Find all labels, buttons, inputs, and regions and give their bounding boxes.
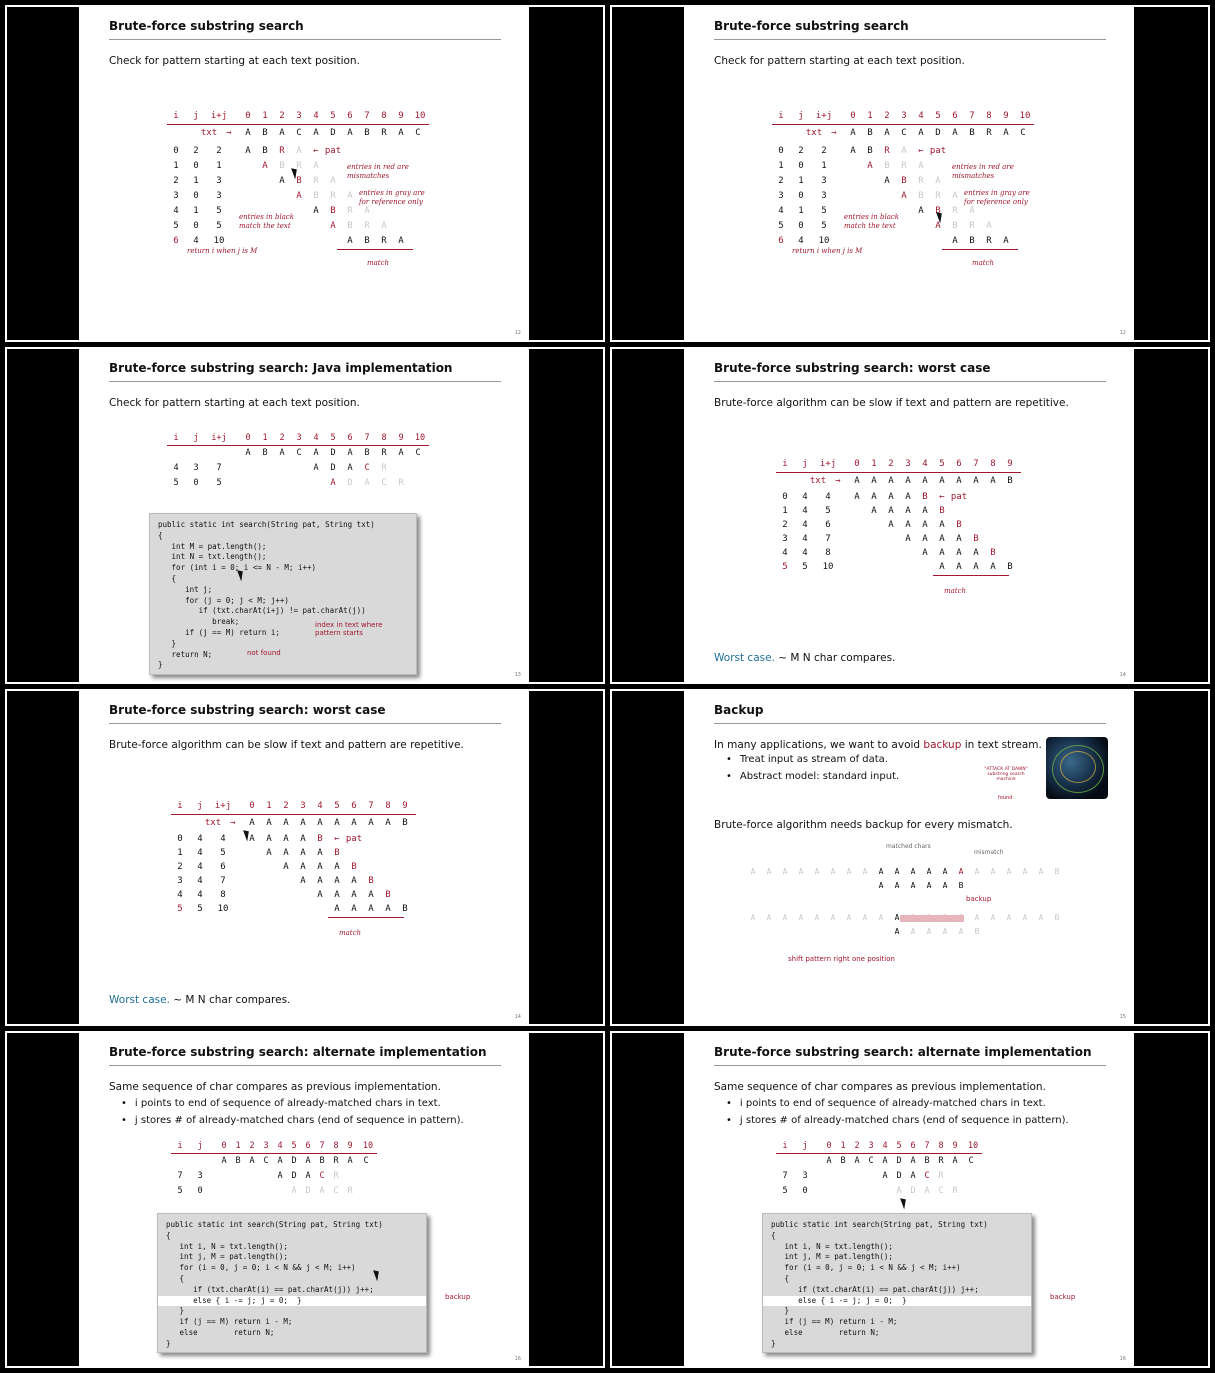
code-block: public static int search(String pat, String txt) { int i, N = txt.length(); int j, M = pat.length(); for (i = 0, j = 0; i < N && j < M; i++) { if (txt.charAt(i) == pat.charAt(j)) j++; else { i -= j; j = 0; } } if (j == M) return i - M; else return N; } <box>762 1213 1032 1353</box>
globe-image <box>1046 737 1108 799</box>
page-number: 16 <box>514 1356 521 1362</box>
page-number: 13 <box>514 672 521 678</box>
slide-lead: Same sequence of char compares as previous implementation. <box>714 1081 1046 1093</box>
worst-case-line: Worst case. ~ M N char compares. <box>714 652 896 664</box>
code-block: public static int search(String pat, String txt) { int M = pat.length(); int N = txt.length(); for (int i = 0; i <= N - M; i++) { int j; for (j = 0; j < M; j++) if (txt.charAt(i+j) != pat.charAt(j)) break; if (j == M) return i; } return N; } <box>149 513 417 675</box>
slide-lead: In many applications, we want to avoid backup in text stream. <box>714 739 1042 751</box>
backup-highlight <box>900 915 964 922</box>
note-match: match <box>972 259 995 267</box>
slide-canvas <box>684 7 1134 340</box>
thumbnail-slide-12b[interactable] <box>610 5 1210 342</box>
backup-diagram: A A A A A A A A A A A A A A A A A A A B A A A A A B A A A A A A A A A A A A A A A B A A A A A B <box>750 867 1060 936</box>
thumbnail-slide-14a[interactable] <box>610 347 1210 684</box>
slide-title: Brute-force substring search <box>714 19 909 33</box>
thumbnail-slide-12a[interactable] <box>5 5 605 342</box>
trace-table: i j i+j 0 1 2 3 4 5 6 7 8 9 txt → A A A A A A A A A B 0 4 4 A A A A B ← pat 1 4 5 A A A A B 2 4 6 A A A A B 3 4 7 A A A A B 4 4 8 A A A A B 5 5 10 A A A A B <box>776 459 1106 609</box>
page-number: 14 <box>514 1014 521 1020</box>
shift-label: shift pattern right one position <box>788 955 895 963</box>
title-divider <box>714 39 1106 40</box>
header-row: i j i+j 0 1 2 3 4 5 6 7 8 9 10 <box>173 111 426 121</box>
mismatch-label: mismatch <box>974 849 1004 856</box>
matched-chars-label: matched chars <box>886 843 931 850</box>
slide-canvas <box>79 1033 529 1366</box>
title-divider <box>714 1065 1106 1066</box>
slide-title: Brute-force substring search: worst case <box>109 703 386 717</box>
title-divider <box>109 723 501 724</box>
slide-title: Brute-force substring search: Java implementation <box>109 361 453 375</box>
note-return: return i when j is M <box>792 247 863 255</box>
backup-label: backup <box>966 895 992 903</box>
slide-canvas <box>684 1033 1134 1366</box>
slide-title: Brute-force substring search: alternate implementation <box>714 1045 1092 1059</box>
note-index: index in text where pattern starts <box>315 621 383 637</box>
page-number: 12 <box>1119 330 1126 336</box>
code-block: public static int search(String pat, String txt) { int i, N = txt.length(); int j, M = pat.length(); for (i = 0, j = 0; i < N && j < M; i++) { if (txt.charAt(i) == pat.charAt(j)) j++; else { i -= j; j = 0; } } if (j == M) return i - M; else return N; } <box>157 1213 427 1353</box>
trace-table: i j i+j 0 1 2 3 4 5 6 7 8 9 txt → A A A A A A A A A B 0 4 4 A A A A B ← pat 1 4 5 A A A A B 2 4 6 A A A A B 3 4 7 A A A A B 4 4 8 A A A A B 5 5 10 A A A A B <box>171 801 501 951</box>
slide-canvas <box>79 7 529 340</box>
slide-lead: Check for pattern starting at each text position. <box>109 55 360 67</box>
bullet-list: • Treat input as stream of data. • Abstract model: standard input. <box>726 751 899 785</box>
slide-title: Brute-force substring search <box>109 19 304 33</box>
page-number: 12 <box>514 330 521 336</box>
thumbnail-slide-16a[interactable] <box>5 1031 605 1368</box>
slide-title: Brute-force substring search: alternate implementation <box>109 1045 487 1059</box>
thumbnail-slide-16b[interactable] <box>610 1031 1210 1368</box>
bullet-list: • i points to end of sequence of already-matched chars in text. • j stores # of already-matched chars (end of sequence in pattern). <box>726 1095 1069 1129</box>
slide-lead: Check for pattern starting at each text position. <box>714 55 965 67</box>
note-red: entries in red are mismatches <box>952 163 1014 180</box>
slide-lead: Check for pattern starting at each text position. <box>109 397 360 409</box>
slide-lead-2: Brute-force algorithm needs backup for every mismatch. <box>714 819 1013 831</box>
thumbnail-slide-13[interactable] <box>5 347 605 684</box>
slide-lead: Brute-force algorithm can be slow if text and pattern are repetitive. <box>714 397 1069 409</box>
thumbnail-slide-14b[interactable] <box>5 689 605 1026</box>
title-divider <box>714 381 1106 382</box>
note-match: match <box>944 587 967 595</box>
note-gray: entries in gray are for reference only <box>964 189 1030 206</box>
trace-table: i j i+j 0 1 2 3 4 5 6 7 8 9 10 A B A C A D A B R A C 4 3 7 A D A C R 5 0 5 A D A C R <box>167 433 497 493</box>
trace-table: i j 0 1 2 3 4 5 6 7 8 9 10 A B A C A D A B R A C 7 3 A D A C R 5 0 A D A C R <box>776 1141 1106 1201</box>
thumbnail-slide-15[interactable] <box>610 689 1210 1026</box>
bullet-list: • i points to end of sequence of already-matched chars in text. • j stores # of already-matched chars (end of sequence in pattern). <box>121 1095 464 1129</box>
note-backup: backup <box>1050 1293 1076 1301</box>
note-black: entries in black match the text <box>844 213 900 230</box>
txt-row: txt → A B A C A D A B R A C <box>200 128 421 138</box>
title-divider <box>109 39 501 40</box>
found-label: found <box>998 795 1013 801</box>
slide-canvas <box>79 349 529 682</box>
note-return: return i when j is M <box>187 247 258 255</box>
note-not-found: not found <box>247 649 281 657</box>
globe-caption: "ATTACK AT DAWN" substring search machine <box>984 767 1028 782</box>
trace-table: i j 0 1 2 3 4 5 6 7 8 9 10 A B A C A D A B R A C 7 3 A D A C R 5 0 A D A C R <box>171 1141 501 1201</box>
slide-lead: Brute-force algorithm can be slow if text and pattern are repetitive. <box>109 739 464 751</box>
title-divider <box>714 723 1106 724</box>
slide-canvas <box>79 691 529 1024</box>
note-match: match <box>367 259 390 267</box>
note-red: entries in red are mismatches <box>347 163 409 180</box>
page-number: 16 <box>1119 1356 1126 1362</box>
slide-lead: Same sequence of char compares as previous implementation. <box>109 1081 441 1093</box>
title-divider <box>109 1065 501 1066</box>
page-number: 15 <box>1119 1014 1126 1020</box>
note-gray: entries in gray are for reference only <box>359 189 425 206</box>
slide-canvas <box>684 349 1134 682</box>
trace-table: i j i+j 0 1 2 3 4 5 6 7 8 9 10 txt → A B A C A D A B R A C 0 2 2 A B R A ← pat 1 0 1 A B R A 2 1 3 A B R A 3 0 3 A B R A 4 1 5 A B R A 5 0 5 A B R A 6 4 10 A B R A <box>772 111 1102 281</box>
note-backup: backup <box>445 1293 471 1301</box>
note-black: entries in black match the text <box>239 213 295 230</box>
trace-table: i j i+j 0 1 2 3 4 5 6 7 8 9 10 txt → A B A C A D A B R A C 0 2 2 A B R A ← pat 1 0 1 A B R A 2 1 3 A B R A 3 0 3 A B R A 4 1 5 A B R A 5 0 5 A B R A 6 4 10 A B R A <box>167 111 497 281</box>
page-number: 14 <box>1119 672 1126 678</box>
title-divider <box>109 381 501 382</box>
slide-canvas <box>684 691 1134 1024</box>
slide-title: Brute-force substring search: worst case <box>714 361 991 375</box>
worst-case-line: Worst case. ~ M N char compares. <box>109 994 291 1006</box>
slide-title: Backup <box>714 703 764 717</box>
note-match: match <box>339 929 362 937</box>
